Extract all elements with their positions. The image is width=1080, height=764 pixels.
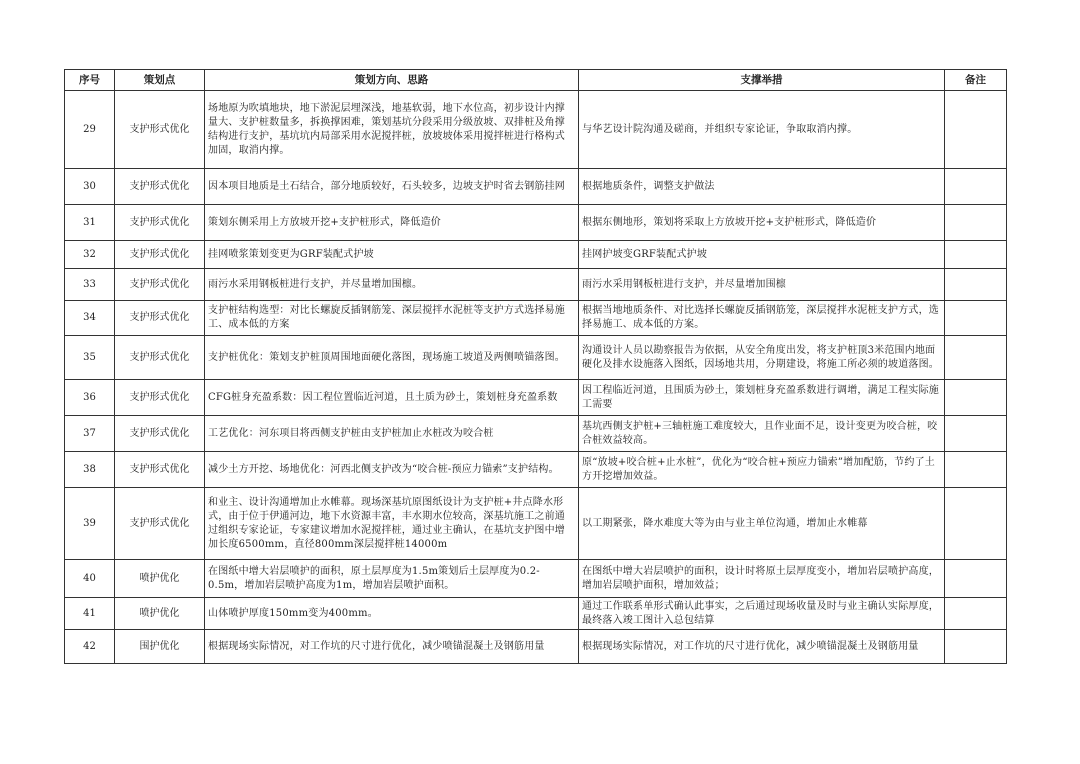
table-row (65, 416, 1007, 452)
optimization-table (64, 69, 1007, 664)
cell-measure: 与华艺设计院沟通及磋商，并组织专家论证，争取取消内撑。 (579, 91, 945, 169)
cell-no: 38 (65, 452, 115, 488)
cell-no: 32 (65, 241, 115, 269)
cell-remark (945, 241, 1007, 269)
cell-measure: 原“放坡+咬合桩+止水桩”，优化为“咬合桩+预应力锚索”增加配筋，节约了土方开挖增加效益。 (579, 452, 945, 488)
cell-no: 30 (65, 169, 115, 205)
cell-no: 37 (65, 416, 115, 452)
cell-measure: 基坑西侧支护桩+三轴桩施工难度较大，且作业面不足，设计变更为咬合桩，咬合桩效益较高。 (579, 416, 945, 452)
cell-no: 40 (65, 560, 115, 598)
table-row (65, 488, 1007, 560)
cell-point: 支护形式优化 (115, 380, 205, 416)
table-row (65, 91, 1007, 169)
cell-remark (945, 598, 1007, 630)
cell-plan: 和业主、设计沟通增加止水帷幕。现场深基坑原图纸设计为支护桩+井点降水形式，由于位于伊通河边，地下水资源丰富，丰水期水位较高，深基坑施工之前通过组织专家论证，专家建议增加水泥搅拌桩，通过业主确认，在基坑支护图中增加长度6500mm，直径800mm深层搅拌桩14000m (205, 488, 579, 560)
cell-no: 35 (65, 336, 115, 380)
cell-plan: 支护桩结构选型：对比长螺旋反插钢筋笼、深层搅拌水泥桩等支护方式选择易施工、成本低的方案 (205, 301, 579, 336)
cell-point: 支护形式优化 (115, 301, 205, 336)
table-row (65, 336, 1007, 380)
header-remark: 备注 (945, 70, 1007, 91)
cell-point: 围护优化 (115, 630, 205, 664)
table-row (65, 630, 1007, 664)
header-plan: 策划方向、思路 (205, 70, 579, 91)
header-point: 策划点 (115, 70, 205, 91)
cell-measure: 根据地质条件，调整支护做法 (579, 169, 945, 205)
table-row (65, 301, 1007, 336)
cell-remark (945, 452, 1007, 488)
cell-no: 36 (65, 380, 115, 416)
cell-plan: 策划东侧采用上方放坡开挖+支护桩形式，降低造价 (205, 205, 579, 241)
cell-point: 支护形式优化 (115, 205, 205, 241)
cell-remark (945, 301, 1007, 336)
table-row (65, 560, 1007, 598)
cell-no: 41 (65, 598, 115, 630)
header-measure: 支撑举措 (579, 70, 945, 91)
cell-no: 34 (65, 301, 115, 336)
cell-plan: 因本项目地质是土石结合，部分地质较好，石头较多，边坡支护时省去钢筋挂网 (205, 169, 579, 205)
spreadsheet-page (64, 69, 1006, 664)
table-row (65, 241, 1007, 269)
cell-remark (945, 205, 1007, 241)
cell-point: 支护形式优化 (115, 452, 205, 488)
cell-plan: CFG桩身充盈系数：因工程位置临近河道，且土质为砂土，策划桩身充盈系数 (205, 380, 579, 416)
cell-measure: 挂网护坡变GRF装配式护坡 (579, 241, 945, 269)
cell-no: 31 (65, 205, 115, 241)
cell-no: 33 (65, 269, 115, 301)
cell-plan: 山体喷护厚度150mm变为400mm。 (205, 598, 579, 630)
cell-plan: 挂网喷浆策划变更为GRF装配式护坡 (205, 241, 579, 269)
header-row (65, 70, 1007, 91)
cell-measure: 沟通设计人员以勘察报告为依据，从安全角度出发，将支护桩顶3米范围内地面硬化及排水设施落入图纸，因场地共用，分期建设，将施工所必须的坡道落图。 (579, 336, 945, 380)
cell-no: 42 (65, 630, 115, 664)
cell-point: 喷护优化 (115, 560, 205, 598)
cell-no: 39 (65, 488, 115, 560)
cell-remark (945, 416, 1007, 452)
cell-point: 支护形式优化 (115, 269, 205, 301)
cell-measure: 根据现场实际情况，对工作坑的尺寸进行优化，减少喷锚混凝土及钢筋用量 (579, 630, 945, 664)
header-no: 序号 (65, 70, 115, 91)
cell-point: 支护形式优化 (115, 241, 205, 269)
table-row (65, 452, 1007, 488)
cell-measure: 根据东侧地形，策划将采取上方放坡开挖+支护桩形式，降低造价 (579, 205, 945, 241)
cell-plan: 支护桩优化：策划支护桩顶周围地面硬化落图，现场施工坡道及两侧喷锚落图。 (205, 336, 579, 380)
cell-no: 29 (65, 91, 115, 169)
cell-measure: 在图纸中增大岩层喷护的面积，设计时将原土层厚度变小，增加岩层喷护高度，增加岩层喷护面积，增加效益； (579, 560, 945, 598)
cell-point: 喷护优化 (115, 598, 205, 630)
cell-plan: 工艺优化：河东项目将西侧支护桩由支护桩加止水桩改为咬合桩 (205, 416, 579, 452)
table-row (65, 169, 1007, 205)
cell-remark (945, 336, 1007, 380)
cell-measure: 根据当地地质条件、对比选择长螺旋反插钢筋笼，深层搅拌水泥桩支护方式，选择易施工、成本低的方案。 (579, 301, 945, 336)
cell-measure: 通过工作联系单形式确认此事实，之后通过现场收量及时与业主确认实际厚度，最终落入竣工图计入总包结算 (579, 598, 945, 630)
cell-plan: 根据现场实际情况，对工作坑的尺寸进行优化，减少喷锚混凝土及钢筋用量 (205, 630, 579, 664)
table-row (65, 380, 1007, 416)
cell-remark (945, 169, 1007, 205)
cell-point: 支护形式优化 (115, 416, 205, 452)
cell-point: 支护形式优化 (115, 488, 205, 560)
cell-measure: 雨污水采用钢板桩进行支护，并尽量增加围檩 (579, 269, 945, 301)
cell-plan: 在图纸中增大岩层喷护的面积，原土层厚度为1.5m策划后土层厚度为0.2-0.5m，增加岩层喷护高度为1m，增加岩层喷护面积。 (205, 560, 579, 598)
cell-remark (945, 630, 1007, 664)
table-row (65, 269, 1007, 301)
cell-remark (945, 91, 1007, 169)
cell-remark (945, 380, 1007, 416)
cell-plan: 场地原为吹填地块，地下淤泥层埋深浅，地基软弱，地下水位高，初步设计内撑量大、支护桩数量多，拆换撑困难，策划基坑分段采用分级放坡、双排桩及角撑结构进行支护，基坑坑内局部采用水泥搅拌桩，放坡坡体采用搅拌桩进行格构式加固，取消内撑。 (205, 91, 579, 169)
cell-remark (945, 488, 1007, 560)
cell-measure: 以工期紧张，降水难度大等为由与业主单位沟通，增加止水帷幕 (579, 488, 945, 560)
cell-point: 支护形式优化 (115, 91, 205, 169)
cell-remark (945, 269, 1007, 301)
table-row (65, 205, 1007, 241)
cell-point: 支护形式优化 (115, 169, 205, 205)
table-row (65, 598, 1007, 630)
cell-measure: 因工程临近河道，且围质为砂土，策划桩身充盈系数进行调增，满足工程实际施工需要 (579, 380, 945, 416)
cell-remark (945, 560, 1007, 598)
cell-plan: 减少土方开挖、场地优化：河西北侧支护改为“咬合桩-预应力锚索”支护结构。 (205, 452, 579, 488)
cell-plan: 雨污水采用钢板桩进行支护，并尽量增加围檩。 (205, 269, 579, 301)
cell-point: 支护形式优化 (115, 336, 205, 380)
